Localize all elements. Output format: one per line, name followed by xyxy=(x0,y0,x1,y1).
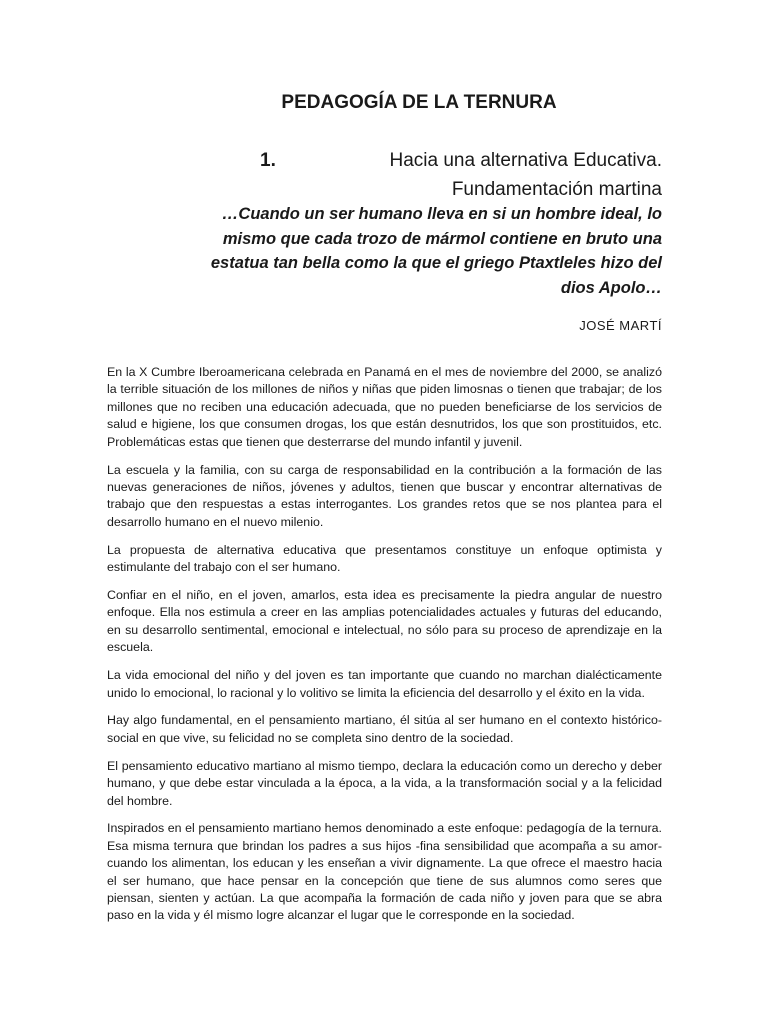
section-title-line-1: Hacia una alternativa Educativa. xyxy=(389,150,662,171)
paragraph: La escuela y la familia, con su carga de responsabilidad en la contribución a la formación de las nuevas generaciones de niños, jóvenes y adultos, tienen que buscar y encontrar alternativas de trabajo que den respuestas a estas interrogantes. Los grandes retos que se nos plantea para el desarrollo humano en el nuevo milenio. xyxy=(107,462,662,529)
epigraph-author: JOSÉ MARTÍ xyxy=(579,318,662,333)
paragraph: En la X Cumbre Iberoamericana celebrada en Panamá en el mes de noviembre del 2000, se analizó la terrible situación de los millones de niños y niñas que piden limosnas o tienen que trabajar; de los millones que no reciben una educación adecuada, que no pueden beneficiarse de los servicios de salud e higiene, los que consumen drogas, los que están desnutridos, los que son prostituidos, etc. Problemáticas estas que tienen que desterrarse del mundo infantil y juvenil. xyxy=(107,365,662,449)
paragraph: Hay algo fundamental, en el pensamiento martiano, él sitúa al ser humano en el contexto histórico-social en que vive, su felicidad no se completa sino dentro de la sociedad. xyxy=(107,713,662,745)
section-title xyxy=(362,146,662,204)
document-title: PEDAGOGÍA DE LA TERNURA xyxy=(281,92,557,113)
section-number: 1. xyxy=(260,150,276,171)
paragraph: Confiar en el niño, en el joven, amarlos, esta idea es precisamente la piedra angular de nuestro enfoque. Ella nos estimula a creer en las amplias potencialidades actuales y futuras del educando, en su desarrollo sentimental, emocional e intelectual, no sólo para su proceso de aprendizaje en la escuela. xyxy=(107,587,662,655)
paragraph: El pensamiento educativo martiano al mismo tiempo, declara la educación como un derecho y deber humano, y que debe estar vinculada a la época, a la vida, a la transformación social y a la felicidad del hombre. xyxy=(107,758,662,808)
paragraph: La vida emocional del niño y del joven es tan importante que cuando no marchan dialécticamente unido lo emocional, lo racional y lo volitivo se limita la eficiencia del desarrollo y el éxito en la vida. xyxy=(107,668,662,700)
epigraph-quote: …Cuando un ser humano lleva en si un hombre ideal, lo mismo que cada trozo de mármol contiene en bruto una estatua tan bella como la que el griego Ptaxtleles hizo del dios Apolo… xyxy=(210,205,662,297)
paragraph: La propuesta de alternativa educativa que presentamos constituye un enfoque optimista y estimulante del trabajo con el ser humano. xyxy=(107,542,662,575)
paragraph: Inspirados en el pensamiento martiano hemos denominado a este enfoque: pedagogía de la ternura. Esa misma ternura que brindan los padres a sus hijos -fina sensibilidad que acompaña a su amor- cuando los alimentan, los educan y les enseñan a vivir dignamente. La que ofrece el maestro hacia el ser humano, que hace pensar en la concepción que tiene de sus alumnos como seres que piensan, sienten y actúan. La que acompaña la formación de cada niño y joven para que se abra paso en la vida y él mismo logre alcanzar el lugar que le corresponde en la sociedad. xyxy=(107,821,662,923)
section-title-line-2: Fundamentación martina xyxy=(451,179,662,200)
body-text xyxy=(107,364,662,935)
